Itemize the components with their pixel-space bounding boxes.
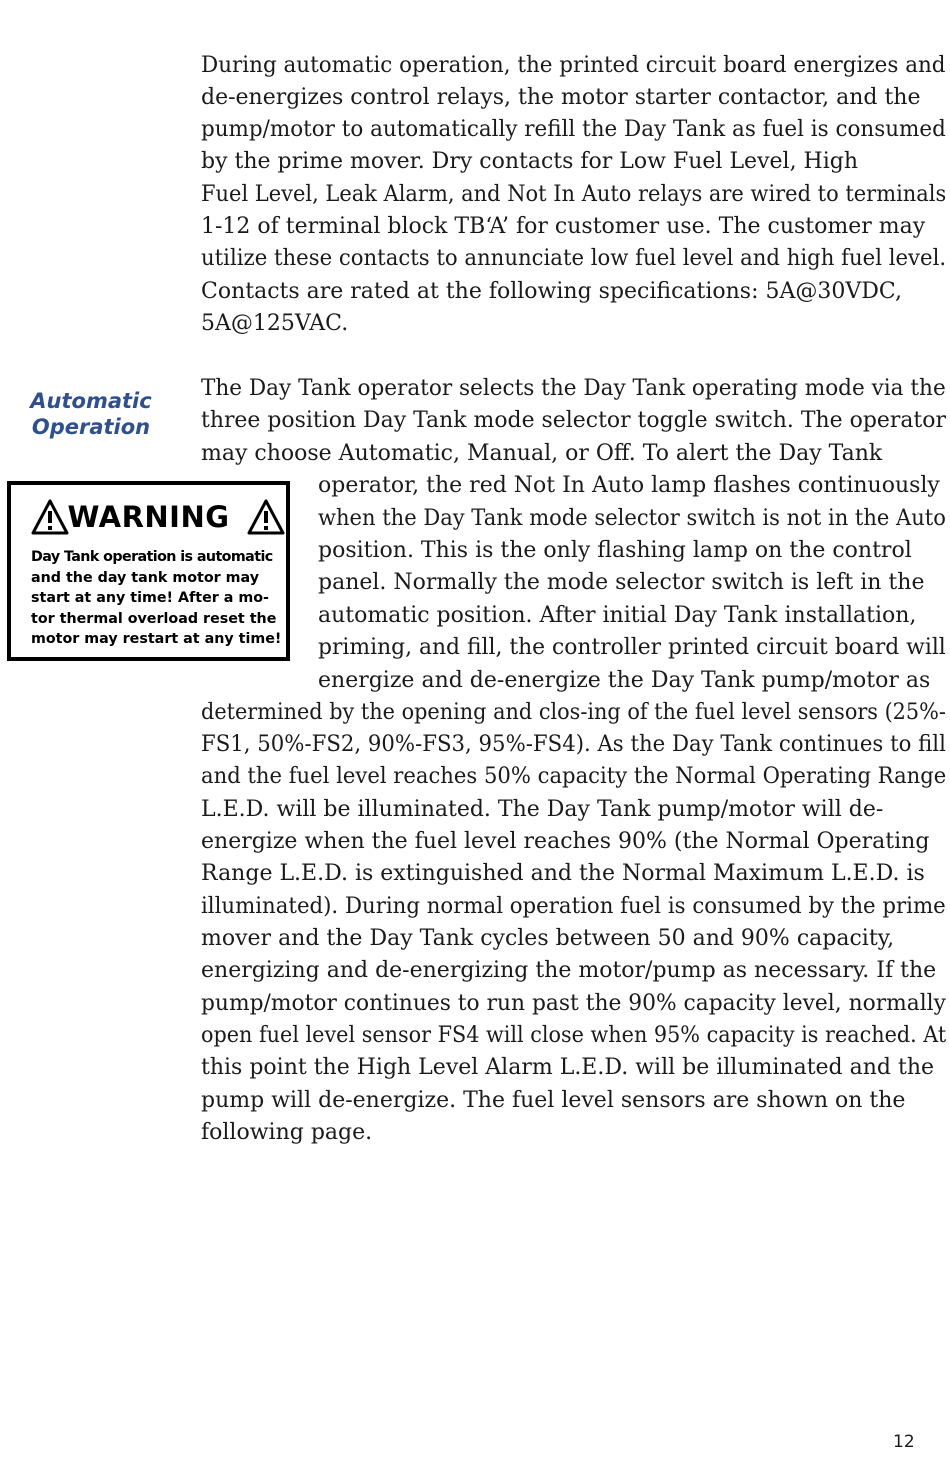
text-line: following page. bbox=[201, 1120, 373, 1145]
text-line: three position Day Tank mode selector toggle switch. The operator bbox=[201, 408, 946, 433]
warning-title: WARNING bbox=[67, 500, 230, 534]
text-line: and the fuel level reaches 50% capacity the Normal Operating Range bbox=[201, 764, 947, 789]
page-number: 12 bbox=[893, 1432, 915, 1452]
text-line: may choose Automatic, Manual, or Off. To alert the Day Tank bbox=[201, 441, 883, 466]
warning-text-line: tor thermal overload reset the bbox=[31, 610, 277, 627]
text-line: L.E.D. will be illuminated. The Day Tank pump/motor will de- bbox=[201, 797, 884, 822]
text-line: when the Day Tank mode selector switch is not in the Auto bbox=[318, 506, 946, 531]
text-line: energizing and de-energizing the motor/pump as necessary. If the bbox=[201, 958, 937, 983]
text-line: panel. Normally the mode selector switch is left in the bbox=[318, 570, 925, 595]
text-line: pump/motor continues to run past the 90% capacity level, normally bbox=[201, 991, 946, 1016]
text-line: 1-12 of terminal block TB‘A’ for customer use. The customer may bbox=[201, 214, 926, 239]
text-line: mover and the Day Tank cycles between 50 and 90% capacity, bbox=[201, 926, 895, 951]
text-line: priming, and fill, the controller printed circuit board will bbox=[318, 635, 946, 660]
text-line: Range L.E.D. is extinguished and the Normal Maximum L.E.D. is bbox=[201, 861, 925, 886]
text-line: de-energizes control relays, the motor starter contactor, and the bbox=[201, 85, 921, 110]
warning-text-line: motor may restart at any time! bbox=[31, 631, 282, 647]
warning-triangle-icon bbox=[247, 499, 285, 535]
side-heading-line: Automatic bbox=[30, 389, 152, 413]
text-line: Contacts are rated at the following specifications: 5A@30VDC, bbox=[201, 279, 902, 304]
text-line: utilize these contacts to annunciate low fuel level and high fuel level. bbox=[201, 246, 947, 271]
text-line: open fuel level sensor FS4 will close when 95% capacity is reached. At bbox=[201, 1023, 947, 1048]
text-line: FS1, 50%-FS2, 90%-FS3, 95%-FS4). As the Day Tank continues to fill bbox=[201, 732, 946, 757]
text-line: determined by the opening and clos-ing of the fuel level sensors (25%- bbox=[201, 700, 946, 725]
text-line: Fuel Level, Leak Alarm, and Not In Auto relays are wired to terminals bbox=[201, 182, 947, 207]
text-line: position. This is the only flashing lamp on the control bbox=[318, 538, 912, 563]
text-line: energize when the fuel level reaches 90% (the Normal Operating bbox=[201, 829, 930, 854]
text-line: by the prime mover. Dry contacts for Low Fuel Level, High bbox=[201, 149, 859, 174]
text-line: operator, the red Not In Auto lamp flashes continuously bbox=[318, 473, 940, 498]
text-line: automatic position. After initial Day Tank installation, bbox=[318, 603, 917, 628]
warning-text bbox=[31, 547, 285, 650]
text-line: During automatic operation, the printed circuit board energizes and bbox=[201, 53, 946, 78]
text-line: this point the High Level Alarm L.E.D. will be illuminated and the bbox=[201, 1055, 935, 1080]
text-line: pump/motor to automatically refill the Day Tank as fuel is consumed bbox=[201, 117, 946, 142]
text-line: The Day Tank operator selects the Day Tank operating mode via the bbox=[201, 376, 946, 401]
side-heading-line: Operation bbox=[31, 415, 151, 439]
warning-label bbox=[7, 481, 290, 661]
warning-text-line: and the day tank motor may bbox=[31, 569, 260, 586]
warning-text-line: start at any time! After a mo- bbox=[31, 590, 269, 606]
warning-title-row bbox=[11, 499, 286, 539]
text-line: energize and de-energize the Day Tank pump/motor as bbox=[318, 668, 931, 693]
text-line: illuminated). During normal operation fuel is consumed by the prime bbox=[201, 894, 946, 919]
text-line: pump will de-energize. The fuel level sensors are shown on the bbox=[201, 1088, 906, 1113]
warning-text-line: Day Tank operation is automatic bbox=[31, 549, 273, 565]
text-line: 5A@125VAC. bbox=[201, 311, 349, 336]
